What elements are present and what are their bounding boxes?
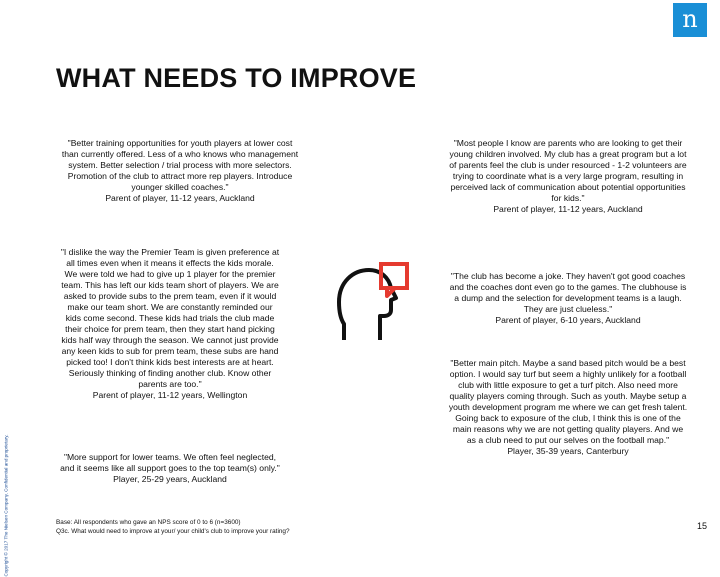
quote-text: "I dislike the way the Premier Team is given preference at all times even when it means it effects the kids morale. We were told we had to give up 1 player for the premier team. This has left our kids team short of players. We are asked to provide subs to the prem team, even if it would make our team short. We are constantly reminded our kids come second. These kids had trials the club made their choice for prem team, then they start hand picking kids half way through the season. We cannot just provide any keen kids to sub for prem team, these subs are hand picked too! I don't think kids best interests are at heart. Seriously thinking of finding another club. Know other parents are too." bbox=[60, 247, 280, 389]
quote-5 bbox=[448, 260, 688, 337]
quote-4 bbox=[448, 127, 688, 226]
quote-attribution: Player, 25-29 years, Auckland bbox=[113, 474, 227, 484]
quote-attribution: Player, 35-39 years, Canterbury bbox=[507, 446, 629, 456]
quote-text: "Better training opportunities for youth players at lower cost than currently offered. Less of a who knows who management system. Better selection / trial process with more selectors. Promotion of the club to attract more rep players. Introduce younger skilled coaches." bbox=[61, 138, 299, 192]
quote-text: "The club has become a joke. They haven't got good coaches and the coaches dont even go to the games. The clubhouse is a dump and the selection for development teams is a laugh. They are just clueless." bbox=[449, 271, 687, 314]
footer-notes bbox=[56, 518, 290, 536]
quote-attribution: Parent of player, 11-12 years, Auckland bbox=[105, 193, 255, 203]
quote-text: "Better main pitch. Maybe a sand based pitch would be a best option. I would say turf but seem a highly unlikely for a football club with little exposure to get a turf pitch. Also need more quality players coming through. Such as youth. Maybe setup a youth development program me where we can get fresh talent. Going back to exposure of the club, I think this is one of the main reasons why we are not getting quality players. And we as a club need to put our selves on the football map." bbox=[448, 358, 688, 445]
quote-6 bbox=[448, 347, 688, 468]
quote-3 bbox=[60, 441, 280, 496]
copyright-sidebar: Copyright © 2017 The Nielsen Company. Confidential and proprietary. bbox=[3, 434, 9, 577]
page-title: WHAT NEEDS TO IMPROVE bbox=[56, 63, 417, 93]
page-number: 15 bbox=[697, 521, 708, 531]
quote-attribution: Parent of player, 6-10 years, Auckland bbox=[495, 315, 641, 325]
quote-2 bbox=[60, 236, 280, 412]
quote-text: "Most people I know are parents who are looking to get their young children involved. My club has a great program but a lot of parents feel the club is under resourced - 1-2 volunteers are trying to coordinate what is a very large program, resulting in perceived lack of communication about potential opportunities for kids." bbox=[449, 138, 687, 203]
quote-attribution: Parent of player, 11-12 years, Wellington bbox=[92, 390, 248, 400]
footer-question: Q3c. What would need to improve at your/ your child's club to improve your rating? bbox=[56, 528, 290, 535]
footer-base: Base: All respondents who gave an NPS score of 0 to 6 (n=3600) bbox=[56, 519, 241, 526]
person-speech-bubble-icon bbox=[336, 262, 416, 342]
quote-1 bbox=[60, 127, 300, 215]
nielsen-logo bbox=[673, 3, 707, 37]
quote-text: "More support for lower teams. We often feel neglected, and it seems like all support goes to the top team(s) only." bbox=[60, 452, 280, 473]
logo-letter: n bbox=[682, 4, 698, 33]
quote-attribution: Parent of player, 11-12 years, Auckland bbox=[493, 204, 643, 214]
